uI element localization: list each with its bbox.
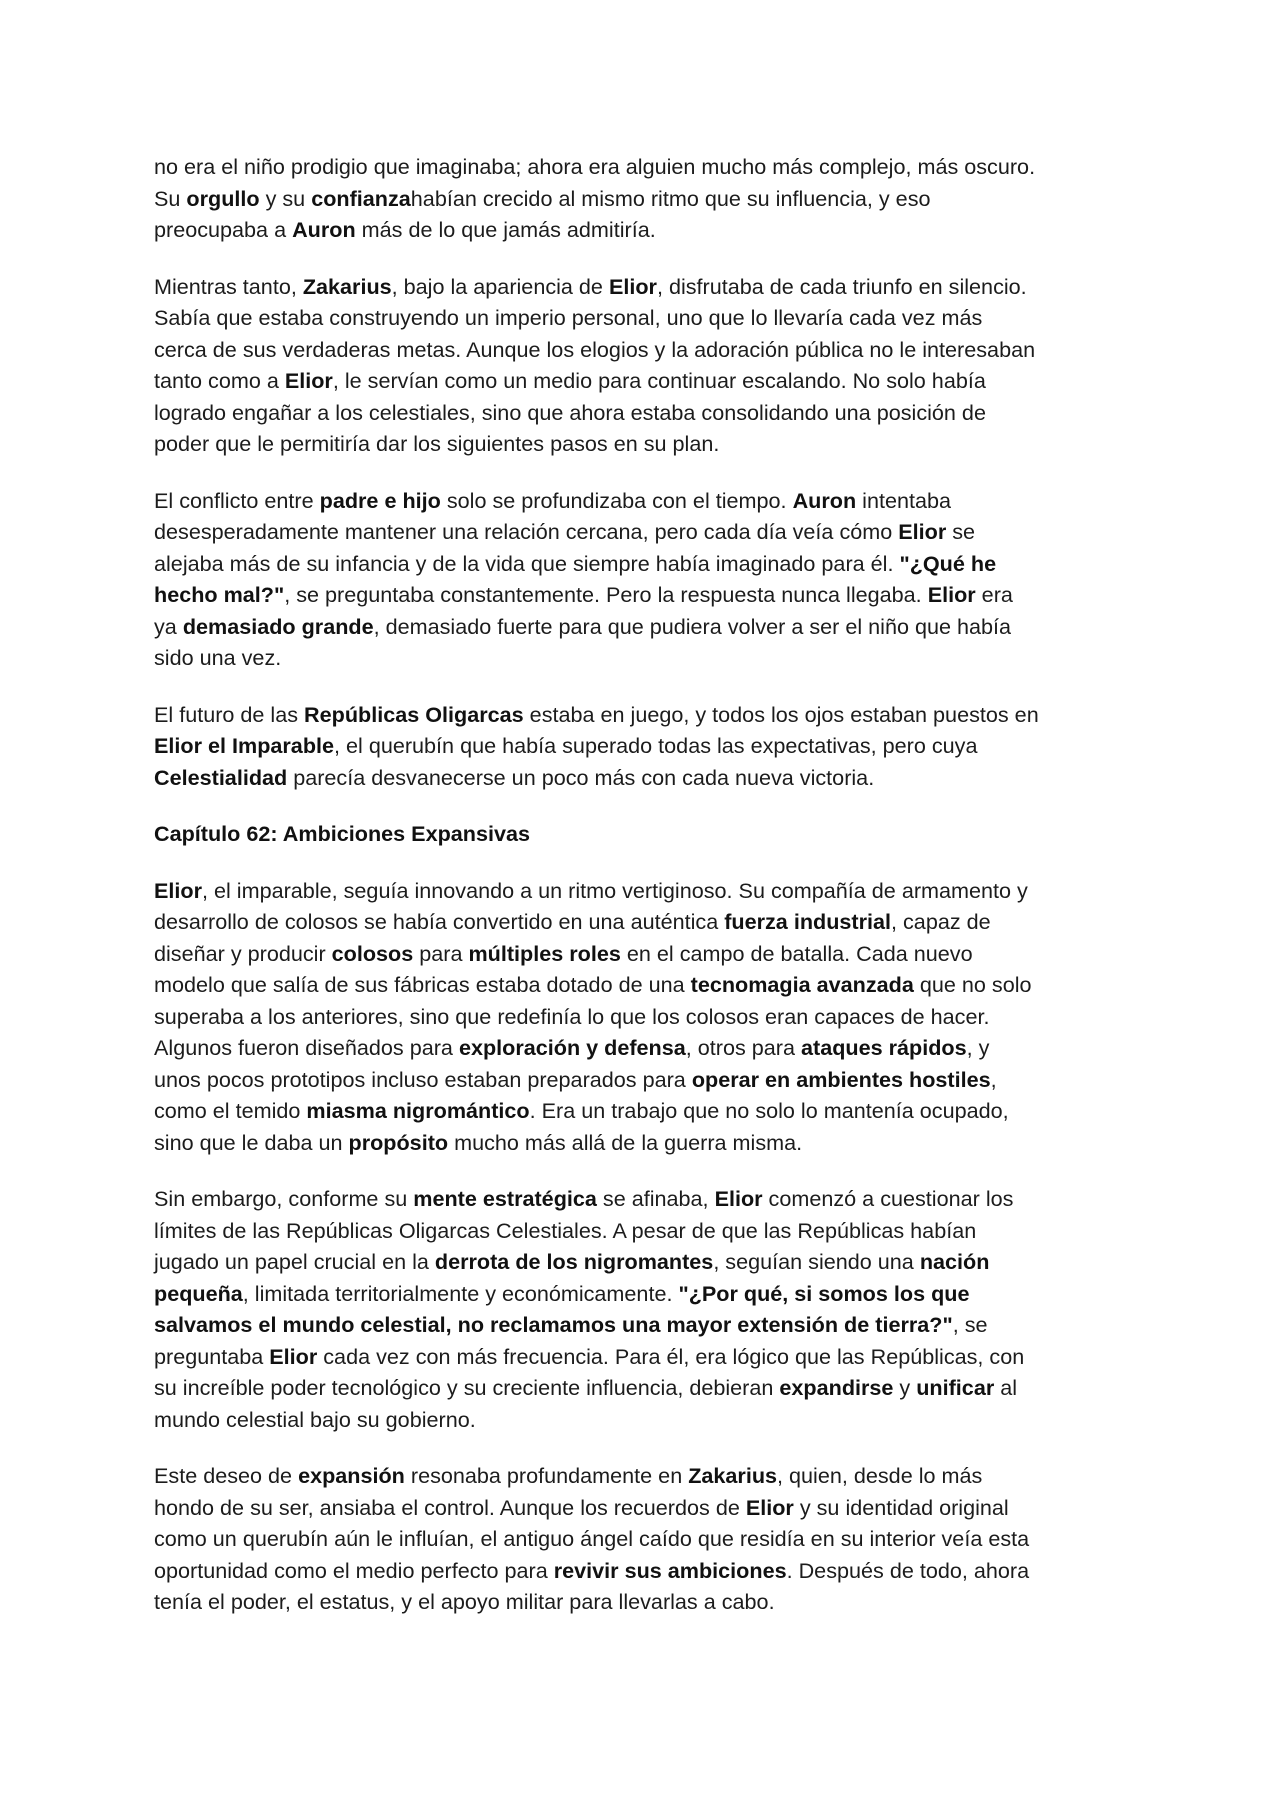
paragraph: Mientras tanto, Zakarius, bajo la apariencia de Elior, disfrutaba de cada triunfo en silencio. Sabía que estaba construyendo un imperio personal, uno que lo llevaría cada vez más cerca de sus verdaderas metas. Aunque los elogios y la adoración pública no le interesaban tanto como a Elior, le servían como un medio para continuar escalando. No solo había logrado engañar a los celestiales, sino que ahora estaba consolidando una posición de poder que le permitiría dar los siguientes pasos en su plan.: [154, 273, 1036, 456]
paragraph: El conflicto entre padre e hijo solo se profundizaba con el tiempo. Auron intentaba desesperadamente mantener una relación cercana, pero cada día veía cómo Elior se alejaba más de su infancia y de la vida que siempre había imaginado para él. "¿Qué he hecho mal?", se preguntaba constantemente. Pero la respuesta nunca llegaba. Elior era ya demasiado grande, demasiado fuerte para que pudiera volver a ser el niño que había sido una vez.: [154, 487, 1013, 670]
emphasis-text: Elior: [269, 1343, 318, 1369]
emphasis-text: ataques rápidos: [801, 1035, 967, 1060]
paragraph: Elior, el imparable, seguía innovando a un ritmo vertiginoso. Su compañía de armamento y desarrollo de colosos se había convertido en una auténtica fuerza industrial, capaz de diseñar y producir colosos para múltiples roles en el campo de batalla. Cada nuevo modelo que salía de sus fábricas estaba dotado de una tecnomagia avanzada que no solo superaba a los anteriores, sino que redefinía lo que los colosos eran capaces de hacer. Algunos fueron diseñados para exploración y defensa, otros para ataques rápidos, y unos pocos prototipos incluso estaban preparados para operar en ambientes hostiles, como el temido miasma nigromántico. Era un trabajo que no solo lo mantenía ocupado, sino que le daba un propósito mucho más allá de la guerra misma.: [154, 877, 1032, 1155]
emphasis-text: expansión: [298, 1463, 405, 1488]
emphasis-text: nación pequeña: [154, 1249, 990, 1306]
chapter-section: [154, 875, 1134, 1618]
emphasis-text: Elior: [898, 519, 947, 544]
emphasis-text: Zakarius: [302, 273, 392, 299]
emphasis-text: Repúblicas Oligarcas: [304, 701, 524, 727]
emphasis-text: múltiples roles: [468, 940, 621, 966]
emphasis-text: derrota de los nigromantes: [434, 1249, 714, 1274]
emphasis-text: tecnomagia avanzada: [690, 972, 914, 997]
emphasis-text: colosos: [331, 940, 414, 966]
emphasis-text: Auron: [792, 487, 857, 513]
emphasis-text: unificar: [916, 1375, 995, 1400]
emphasis-text: operar en ambientes hostiles: [691, 1066, 991, 1092]
chapter-title: Capítulo 62: Ambiciones Expansivas: [154, 821, 531, 846]
emphasis-text: miasma nigromántico: [306, 1098, 530, 1123]
emphasis-text: "¿Por qué, si somos los que salvamos el mundo celestial, no reclamamos una mayor extensión de tierra?": [154, 1280, 970, 1337]
emphasis-text: exploración y defensa: [458, 1035, 686, 1060]
emphasis-text: padre e hijo: [319, 487, 441, 513]
emphasis-text: Elior: [714, 1186, 763, 1211]
emphasis-text: Elior: [284, 368, 333, 393]
emphasis-text: Elior: [154, 877, 202, 903]
emphasis-text: demasiado grande: [182, 613, 374, 639]
emphasis-text: Auron: [292, 217, 356, 242]
emphasis-text: Celestialidad: [154, 764, 288, 790]
emphasis-text: Elior: [745, 1494, 794, 1520]
intro-section: [154, 151, 1134, 793]
emphasis-text: "¿Qué he hecho mal?": [154, 550, 997, 607]
emphasis-text: orgullo: [186, 185, 260, 211]
emphasis-text: revivir sus ambiciones: [553, 1557, 787, 1583]
emphasis-text: Zakarius: [688, 1463, 778, 1488]
emphasis-text: fuerza industrial: [724, 909, 892, 934]
emphasis-text: confianza: [311, 185, 411, 211]
paragraph: El futuro de las Repúblicas Oligarcas estaba en juego, y todos los ojos estaban puestos en Elior el Imparable, el querubín que había superado todas las expectativas, pero cuya Celestialidad parecía desvanecerse un poco más con cada nueva victoria.: [154, 701, 1039, 790]
emphasis-text: Elior: [927, 582, 976, 607]
emphasis-text: Elior: [608, 273, 657, 299]
emphasis-text: Elior el Imparable: [154, 733, 335, 758]
paragraph: Este deseo de expansión resonaba profundamente en Zakarius, quien, desde lo más hondo de su ser, ansiaba el control. Aunque los recuerdos de Elior y su identidad original como un querubín aún le influían, el antiguo ángel caído que residía en su interior veía esta oportunidad como el medio perfecto para revivir sus ambiciones. Después de todo, ahora tenía el poder, el estatus, y el apoyo militar para llevarlas a cabo.: [154, 1463, 1030, 1614]
emphasis-text: mente estratégica: [413, 1186, 597, 1211]
emphasis-text: propósito: [348, 1129, 449, 1155]
paragraph: Sin embargo, conforme su mente estratégica se afinaba, Elior comenzó a cuestionar los límites de las Repúblicas Oligarcas Celestiales. A pesar de que las Repúblicas habían jugado un papel crucial en la derrota de los nigromantes, seguían siendo una nación pequeña, limitada territorialmente y económicamente. "¿Por qué, si somos los que salvamos el mundo celestial, no reclamamos una mayor extensión de tierra?", se preguntaba Elior cada vez con más frecuencia. Para él, era lógico que las Repúblicas, con su increíble poder tecnológico y su creciente influencia, debieran expandirse y unificar al mundo celestial bajo su gobierno.: [154, 1186, 1025, 1432]
paragraph: no era el niño prodigio que imaginaba; ahora era alguien mucho más complejo, más oscuro. Su orgullo y su confianzahabían crecido al mismo ritmo que su influencia, y eso preocupaba a Auron más de lo que jamás admitiría.: [154, 154, 1036, 242]
emphasis-text: expandirse: [779, 1375, 894, 1400]
document-page: [154, 151, 1134, 1643]
